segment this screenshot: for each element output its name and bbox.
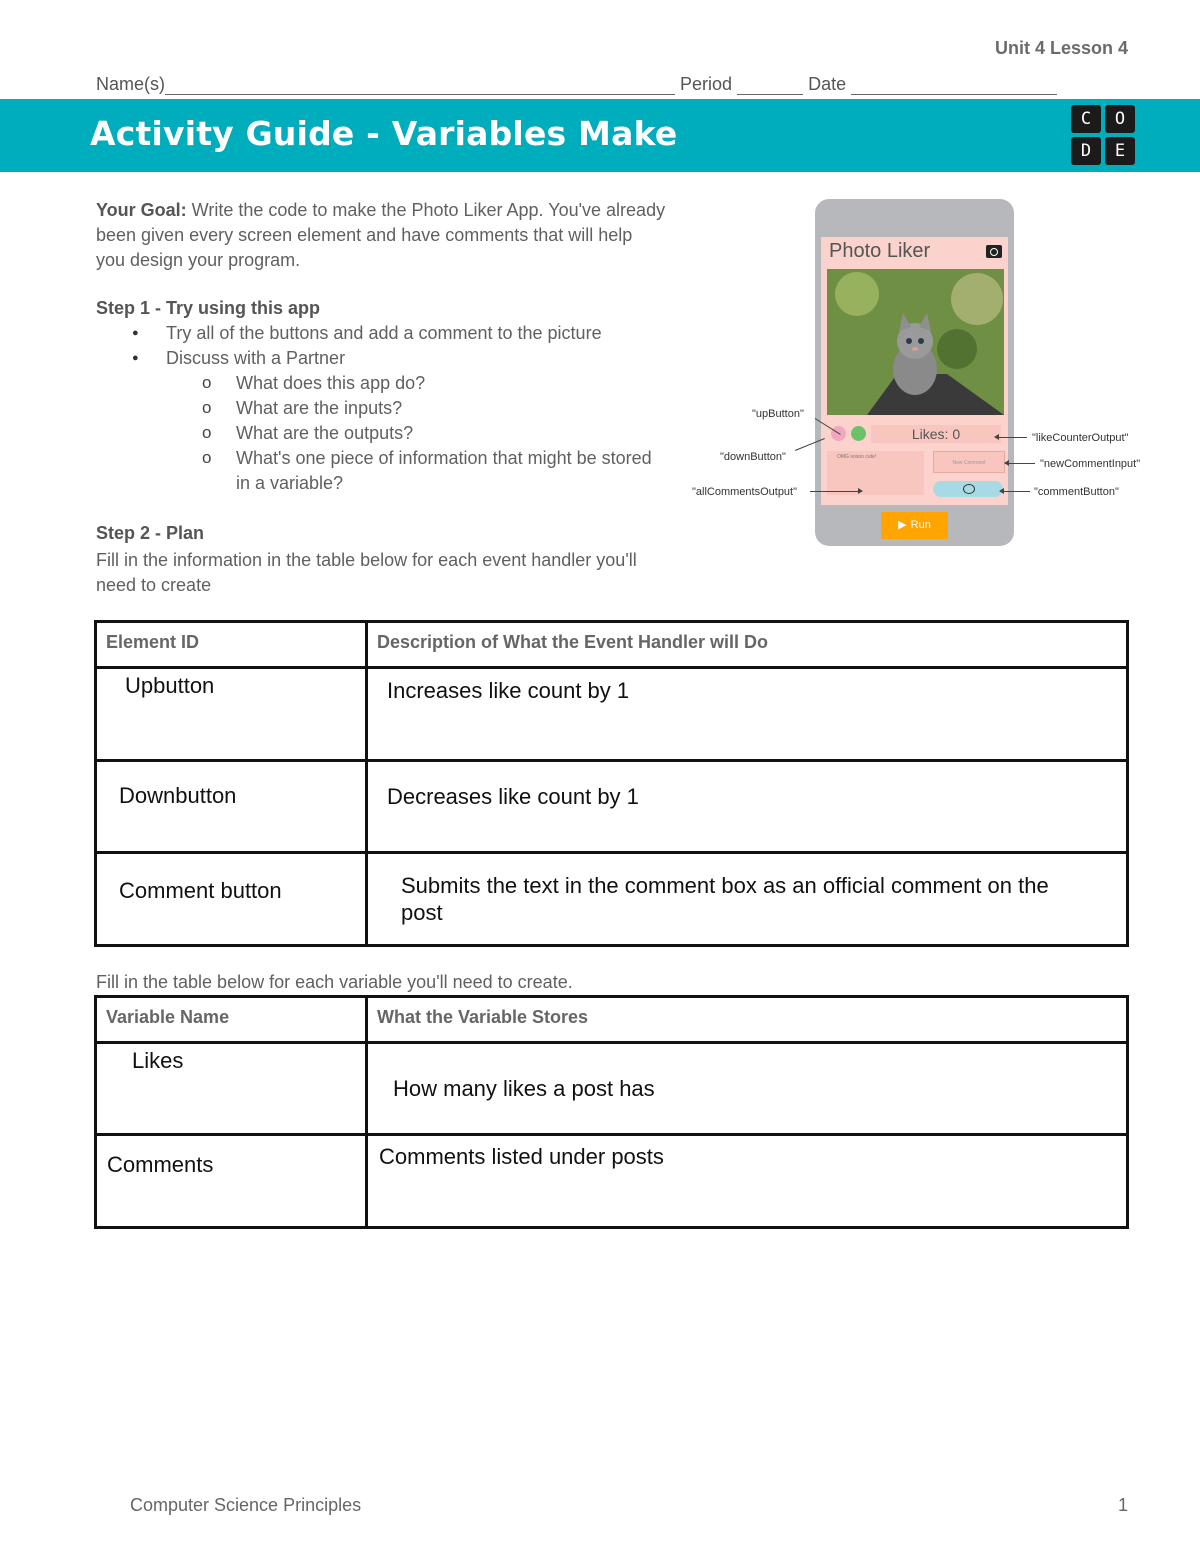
- table-cell[interactable]: Comment button: [96, 853, 367, 946]
- step1-bullet-list: [130, 321, 670, 496]
- table-cell[interactable]: Submits the text in the comment box as an official comment on the post: [367, 853, 1128, 946]
- table-row: [96, 853, 1128, 946]
- logo-letter: C: [1071, 105, 1101, 133]
- callout-comment-button: "commentButton": [1034, 486, 1119, 498]
- callout-line: [995, 437, 1027, 438]
- footer-course: Computer Science Principles: [130, 1495, 362, 1515]
- callout-new-comment: "newCommentInput": [1040, 458, 1141, 470]
- run-button[interactable]: [881, 512, 948, 539]
- callout-line: [1005, 463, 1035, 464]
- goal-label: Your Goal:: [96, 200, 187, 220]
- callout-line: [1000, 491, 1030, 492]
- callout-line: [810, 491, 862, 492]
- name-period-date-line: [96, 74, 1057, 95]
- table-row: [96, 761, 1128, 853]
- like-row: [827, 425, 1004, 443]
- title-banner: [0, 99, 1200, 172]
- date-label: Date: [808, 74, 847, 94]
- column-header: Description of What the Event Handler will Do: [367, 622, 1128, 668]
- table-cell[interactable]: Comments: [96, 1135, 367, 1228]
- table-cell[interactable]: Upbutton: [96, 668, 367, 761]
- logo-letter: E: [1105, 137, 1135, 165]
- logo-letter: D: [1071, 137, 1101, 165]
- goal-text: Write the code to make the Photo Liker App. You've already been given every screen element and have comments that will help you design your program.: [96, 200, 666, 270]
- all-comments-output: OMG soooo cute!: [827, 451, 924, 495]
- up-button[interactable]: [851, 426, 866, 441]
- date-blank[interactable]: [851, 77, 1057, 95]
- kitten-photo: [827, 269, 1004, 415]
- table-cell[interactable]: Decreases like count by 1: [367, 761, 1128, 853]
- table-cell[interactable]: Likes: [96, 1043, 367, 1135]
- new-comment-input[interactable]: New Comment: [933, 451, 1005, 473]
- name-blank[interactable]: [165, 77, 675, 95]
- goal-paragraph: [96, 198, 666, 273]
- table-cell[interactable]: How many likes a post has: [367, 1043, 1128, 1135]
- column-header: Variable Name: [96, 997, 367, 1043]
- period-label: Period: [680, 74, 733, 94]
- event-handler-table: [94, 620, 1129, 947]
- step2-heading: Step 2 - Plan: [96, 523, 205, 543]
- app-screen: [821, 237, 1008, 505]
- unit-lesson-label: Unit 4 Lesson 4: [994, 38, 1128, 58]
- table-row: [96, 1135, 1128, 1228]
- code-logo: [1071, 105, 1135, 165]
- list-item: o What are the inputs?: [200, 396, 670, 421]
- list-item: o What's one piece of information that might be stored in a variable?: [200, 446, 670, 496]
- table-cell[interactable]: Downbutton: [96, 761, 367, 853]
- variable-instructions: Fill in the table below for each variable you'll need to create.: [96, 972, 573, 992]
- table-header-row: [96, 997, 1128, 1043]
- name-label: Name(s): [96, 74, 166, 94]
- column-header: Element ID: [96, 622, 367, 668]
- table-cell[interactable]: Increases like count by 1: [367, 668, 1128, 761]
- list-item: ● Discuss with a Partner: [130, 346, 670, 371]
- list-item: o What are the outputs?: [200, 421, 670, 446]
- run-label: Run: [910, 519, 931, 531]
- like-counter-output: Likes: 0: [871, 425, 1001, 443]
- page-number: 1: [1117, 1495, 1128, 1515]
- callout-like-counter: "likeCounterOutput": [1032, 432, 1129, 444]
- comment-button[interactable]: [933, 481, 1003, 497]
- callout-all-comments: "allCommentsOutput": [692, 486, 798, 498]
- callout-up-button: "upButton": [752, 408, 804, 420]
- app-title: Photo Liker: [829, 240, 931, 262]
- period-blank[interactable]: [737, 77, 803, 95]
- list-item: o What does this app do?: [200, 371, 670, 396]
- kitten-image: [827, 269, 1004, 415]
- page-title: Activity Guide - Variables Make: [90, 114, 678, 153]
- app-preview-phone: [815, 199, 1014, 546]
- step2-text: Fill in the information in the table below for each event handler you'll need to create: [96, 550, 637, 595]
- table-cell[interactable]: Comments listed under posts: [367, 1135, 1128, 1228]
- table-row: [96, 668, 1128, 761]
- step1-heading: Step 1 - Try using this app: [96, 298, 321, 318]
- variable-table: [94, 995, 1129, 1229]
- callout-down-button: "downButton": [720, 451, 786, 463]
- table-row: [96, 1043, 1128, 1135]
- table-header-row: [96, 622, 1128, 668]
- list-item: ● Try all of the buttons and add a comment to the picture: [130, 321, 670, 346]
- camera-icon: [986, 245, 1002, 258]
- logo-letter: O: [1105, 105, 1135, 133]
- column-header: What the Variable Stores: [367, 997, 1128, 1043]
